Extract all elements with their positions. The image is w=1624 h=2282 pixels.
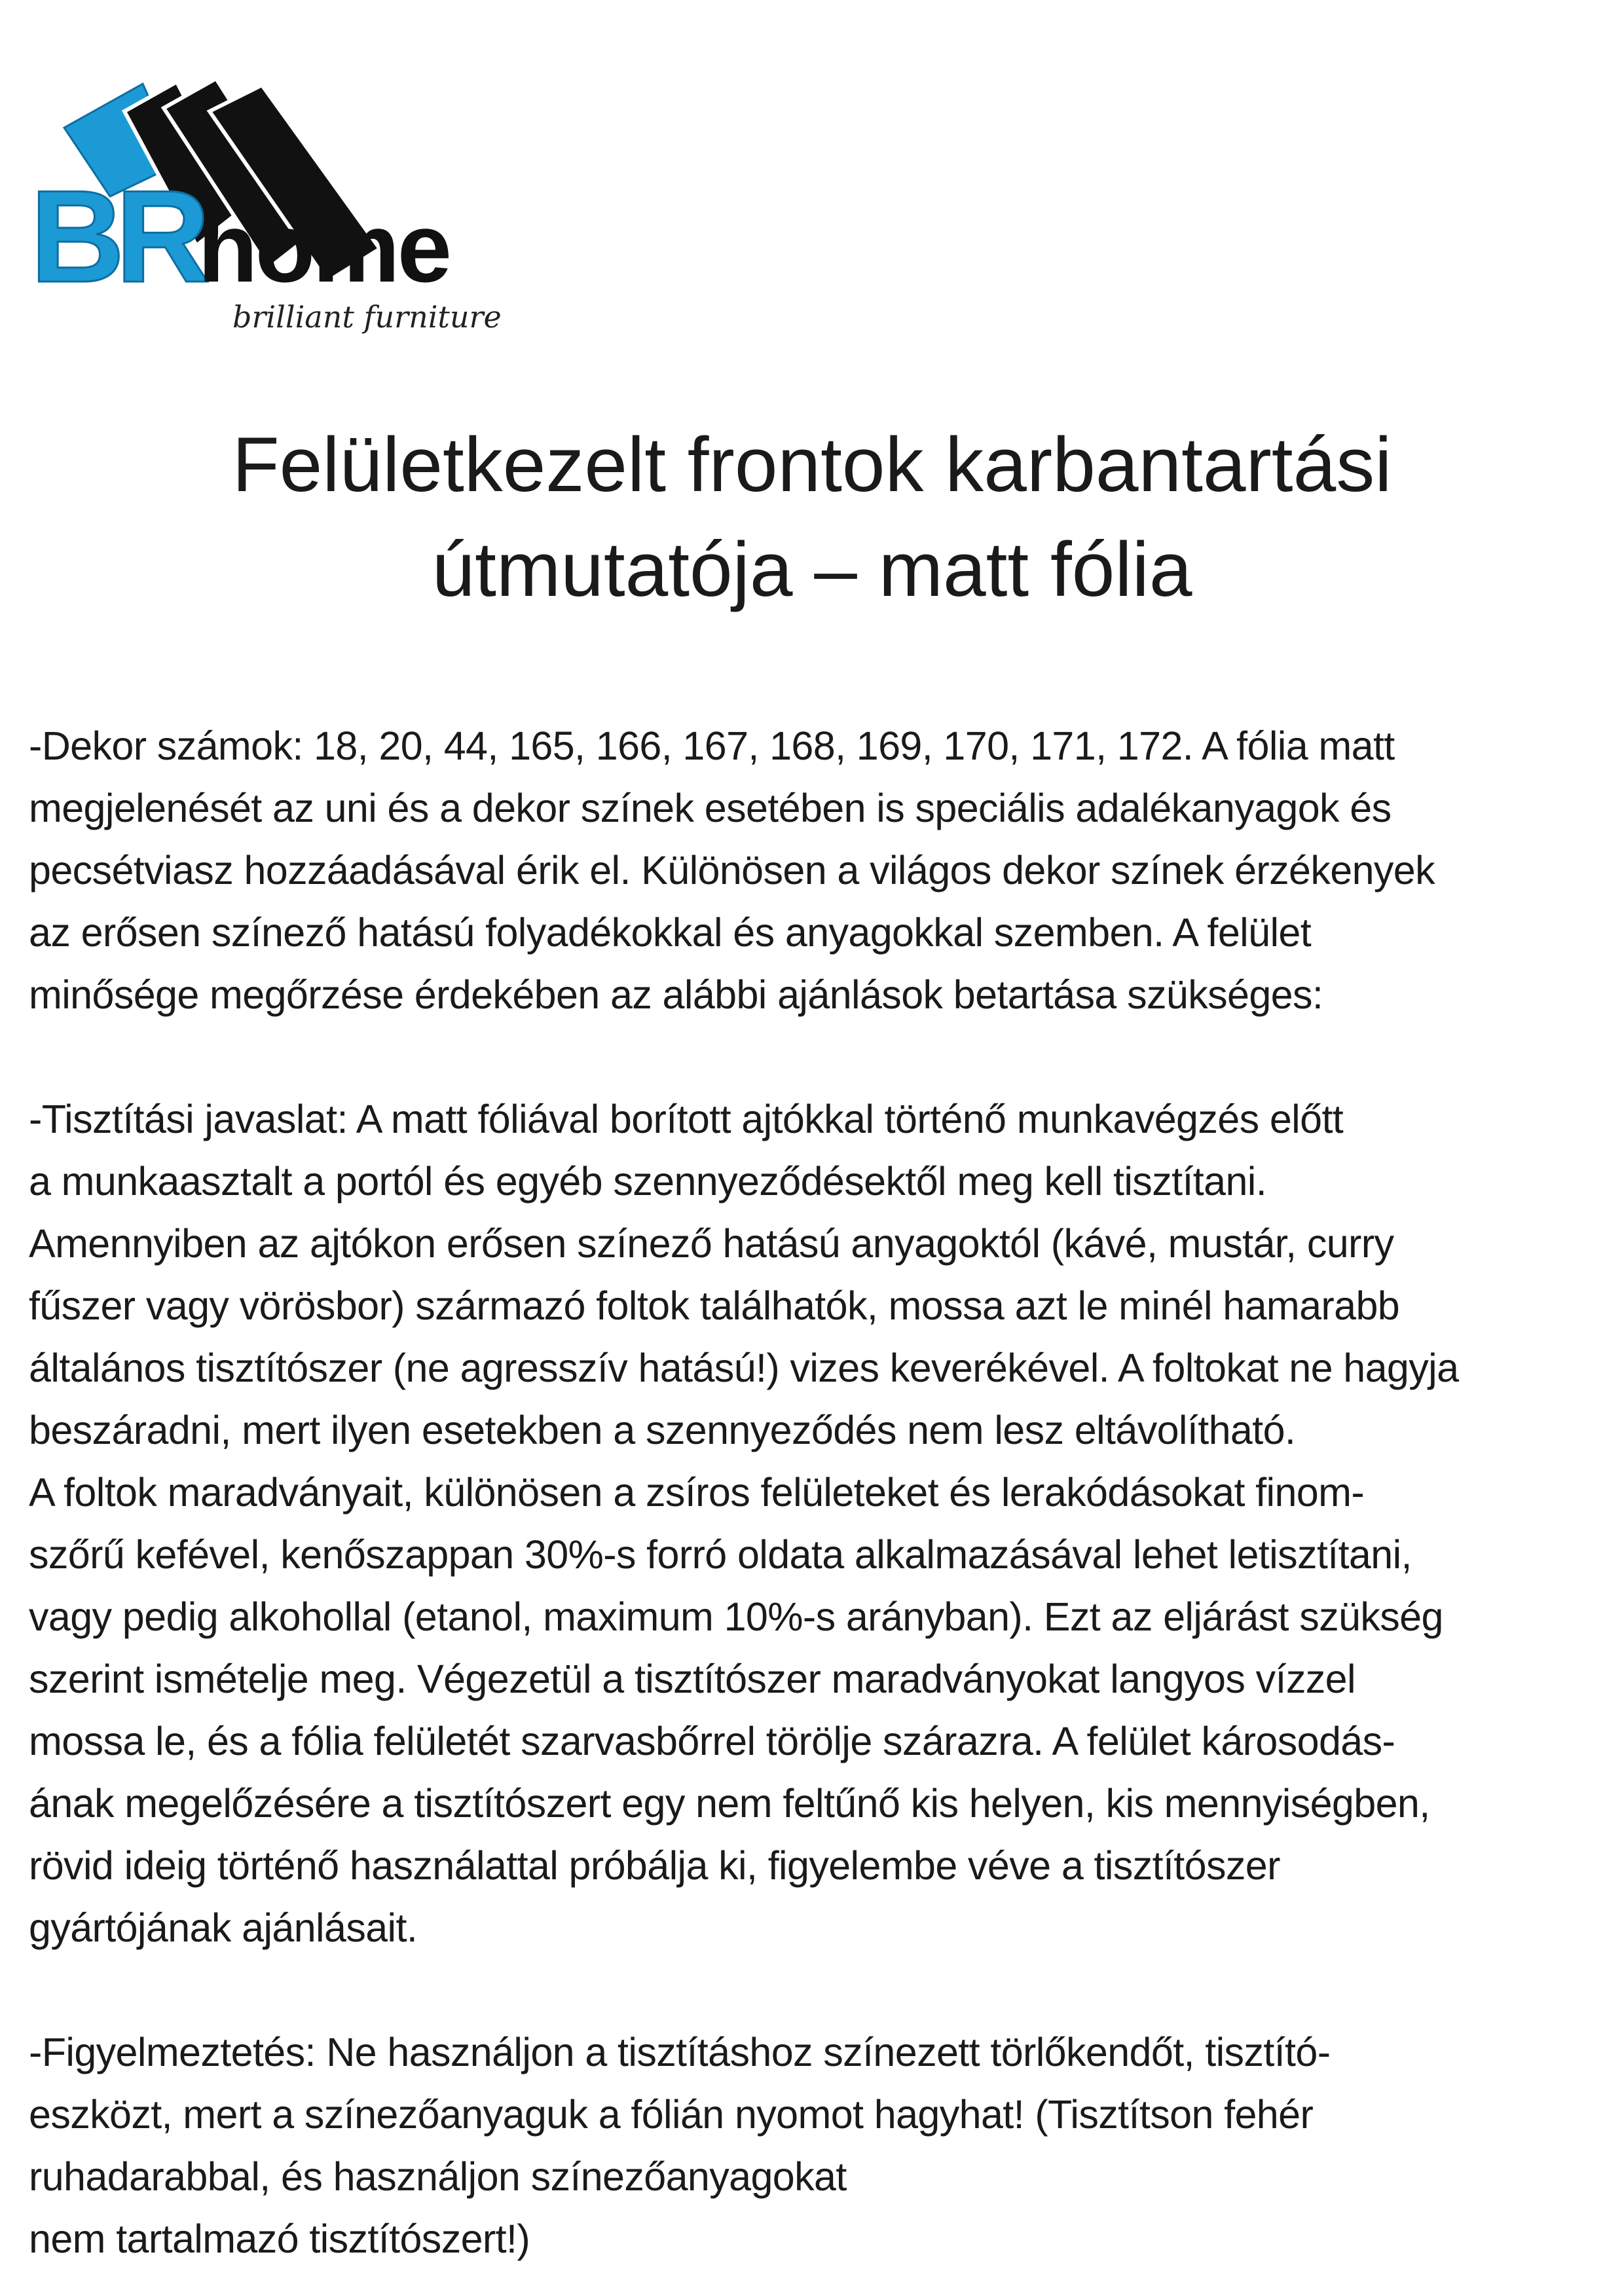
text-line: ának megelőzésére a tisztítószert egy nem feltűnő kis helyen, kis mennyiségben,: [29, 1781, 1430, 1826]
text-line: eszközt, mert a színezőanyaguk a fólián nyomot hagyhat! (Tisztítson fehér: [29, 2092, 1314, 2137]
text-line: nem tartalmazó tisztítószert!): [29, 2217, 530, 2261]
text-line: rövid ideig történő használattal próbálja ki, figyelembe véve a tisztítószer: [29, 1843, 1280, 1888]
text-line: vagy pedig alkohollal (etanol, maximum 10%-s arányban). Ezt az eljárást szükség: [29, 1594, 1443, 1639]
text-line: az erősen színező hatású folyadékokkal és anyagokkal szemben. A felület: [29, 910, 1312, 955]
title-line: Felületkezelt frontok karbantartási: [232, 422, 1392, 508]
paragraph-decor: [29, 715, 1600, 1026]
document-body: [29, 715, 1600, 2270]
text-line: ruhadarabbal, és használjon színezőanyagokat: [29, 2154, 847, 2199]
text-line: minősége megőrzése érdekében az alábbi ajánlások betartása szükséges:: [29, 972, 1323, 1017]
text-line: általános tisztítószer (ne agresszív hatású!) vizes keverékével. A foltokat ne hagyja: [29, 1346, 1459, 1390]
paragraph-cleaning: [29, 1088, 1600, 1959]
paragraph-warning: [29, 2021, 1600, 2270]
text-line: -Figyelmeztetés: Ne használjon a tisztításhoz színezett törlőkendőt, tisztító-: [29, 2030, 1331, 2074]
page-title: [0, 413, 1624, 622]
text-line: beszáradni, mert ilyen esetekben a szennyeződés nem lesz eltávolítható.: [29, 1408, 1296, 1452]
logo-letters: BR: [30, 164, 201, 310]
paragraph-gap: [29, 1959, 1600, 2021]
text-line: A foltok maradványait, különösen a zsíros felületeket és lerakódásokat finom-: [29, 1470, 1365, 1515]
text-line: a munkaasztalt a portól és egyéb szennyeződésektől meg kell tisztítani.: [29, 1159, 1267, 1204]
brand-logo: [26, 59, 524, 347]
text-line: Amennyiben az ajtókon erősen színező hatású anyagoktól (kávé, mustár, curry: [29, 1221, 1394, 1266]
text-line: megjelenését az uni és a dekor színek esetében is speciális adalékanyagok és: [29, 786, 1392, 830]
text-line: -Tisztítási javaslat: A matt fóliával borított ajtókkal történő munkavégzés előtt: [29, 1097, 1344, 1141]
text-line: mossa le, és a fólia felületét szarvasbőrrel törölje szárazra. A felület károsodás-: [29, 1719, 1395, 1763]
logo-word: home: [198, 193, 450, 303]
text-line: szőrű kefével, kenőszappan 30%-s forró oldata alkalmazásával lehet letisztítani,: [29, 1532, 1412, 1577]
title-line: útmutatója – matt fólia: [432, 526, 1192, 613]
paragraph-gap: [29, 1026, 1600, 1088]
text-line: pecsétviasz hozzáadásával érik el. Különösen a világos dekor színek érzékenyek: [29, 848, 1435, 893]
text-line: fűszer vagy vörösbor) származó foltok találhatók, mossa azt le minél hamarabb: [29, 1283, 1400, 1328]
text-line: szerint ismételje meg. Végezetül a tisztítószer maradványokat langyos vízzel: [29, 1657, 1356, 1701]
logo-tagline: brilliant furniture: [232, 299, 502, 335]
text-line: gyártójának ajánlásait.: [29, 1905, 418, 1950]
brand-logo-graphic: [26, 59, 524, 347]
text-line: -Dekor számok: 18, 20, 44, 165, 166, 167, 168, 169, 170, 171, 172. A fólia matt: [29, 724, 1395, 768]
